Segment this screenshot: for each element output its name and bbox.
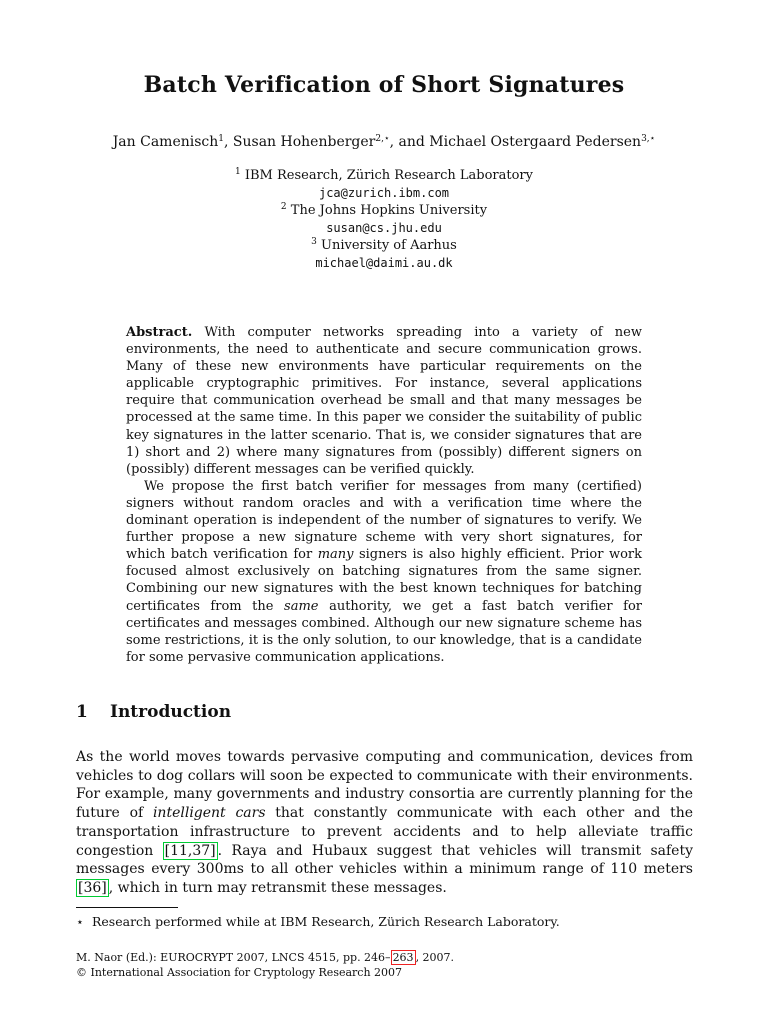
abstract-emphasis: many (317, 547, 354, 563)
publication-info (76, 951, 454, 980)
section-number: 1 (76, 702, 88, 722)
affiliation-email: jca@zurich.ibm.com (318, 185, 450, 200)
affiliation-line (0, 237, 768, 255)
copyright-line: © International Association for Cryptology Research 2007 (76, 965, 403, 979)
paper-title: Batch Verification of Short Signatures (143, 72, 625, 98)
author-separator: , and (389, 134, 430, 150)
author-name: Susan Hohenberger (232, 134, 376, 150)
author-affil-mark: 2,⋆ (375, 134, 390, 144)
abstract-text: signers is also highly efficient. Prior work focused almost exclusively on batching signatures from the same signer. Combining our new signatures with the best known techniques for batching certificates from the (126, 547, 642, 614)
intro-text: that constantly communicate with each other and the transportation infrastructure to prevent accidents and to help alleviate traffic congestion (76, 805, 693, 859)
author-name: Michael Ostergaard Pedersen (429, 134, 642, 150)
affiliation-block (0, 167, 768, 273)
publication-text: , 2007. (415, 951, 455, 964)
abstract-paragraph-2 (126, 478, 642, 666)
abstract-text: We propose the first batch verifier for messages from many (certified) signers without random oracles and with a verification time where the dominant operation is independent of the number of signatures to verify. We further propose a new signature scheme with very short signatures, for which batch verification for (126, 478, 642, 563)
citation-link[interactable]: [36] (78, 879, 107, 896)
footnote-divider (76, 907, 178, 908)
author-separator: , (224, 134, 233, 150)
intro-paragraph (76, 748, 693, 898)
affiliation-line (0, 202, 768, 220)
affiliation-line (0, 167, 768, 185)
abstract-label: Abstract. (126, 325, 193, 340)
footnote-text: Research performed while at IBM Research, Zürich Research Laboratory. (92, 914, 560, 929)
intro-emphasis: intelligent cars (152, 805, 266, 822)
intro-text: As the world moves towards pervasive computing and communication, devices from vehicles to dog collars will soon be expected to communicate with their environments. For example, many governments and industry consortia are currently planning for the future of (76, 749, 693, 822)
affiliation-org: IBM Research, Zürich Research Laboratory (244, 168, 533, 183)
affiliation-email: michael@daimi.au.dk (315, 255, 453, 270)
affiliation-number: 1 (234, 167, 241, 177)
publication-text: M. Naor (Ed.): EUROCRYPT 2007, LNCS 4515, pp. 246– (76, 951, 391, 964)
publication-line (76, 951, 454, 966)
citation-link[interactable]: [11,37] (164, 842, 216, 859)
author-list (0, 134, 768, 150)
author-name: Jan Camenisch (112, 134, 219, 150)
footnote (76, 914, 560, 929)
intro-text: . Raya and Hubaux suggest that vehicles will transmit safety messages every 300ms to all other vehicles within a minimum range of 110 meters (76, 842, 693, 878)
affiliation-email: susan@cs.jhu.edu (326, 220, 442, 235)
abstract-text: With computer networks spreading into a variety of new environments, the need to authenticate and secure communication grows. Many of these new environments have particular requirements on the applicable cryptographic primitives. For instance, several applications require that communication overhead be small and that many messages be processed at the same time. In this paper we consider the suitability of public key signatures in the latter scenario. That is, we consider signatures that are 1) short and 2) where many signatures from (possibly) different signers on (possibly) different messages can be verified quickly. (126, 325, 642, 477)
affiliation-org: University of Aarhus (321, 238, 457, 254)
abstract-paragraph-1 (126, 324, 642, 478)
abstract-text: authority, we get a fast batch verifier for certificates and messages combined. Although our new signature scheme has some restrictions, it is the only solution, to our knowledge, that is a candidate for some pervasive communication applications. (126, 598, 642, 665)
affiliation-org: The Johns Hopkins University (290, 203, 488, 219)
author-affil-mark: 3,⋆ (641, 134, 656, 144)
affiliation-number: 2 (280, 202, 287, 213)
author-affil-mark: 1 (218, 134, 225, 144)
abstract (126, 324, 642, 666)
footnote-mark: ⋆ (76, 914, 84, 929)
abstract-emphasis: same (284, 598, 319, 614)
page-link[interactable]: 263 (392, 951, 414, 964)
affiliation-number: 3 (311, 237, 317, 248)
section-heading (76, 702, 231, 722)
section-title: Introduction (110, 702, 232, 722)
intro-text: , which in turn may retransmit these messages. (108, 879, 447, 896)
